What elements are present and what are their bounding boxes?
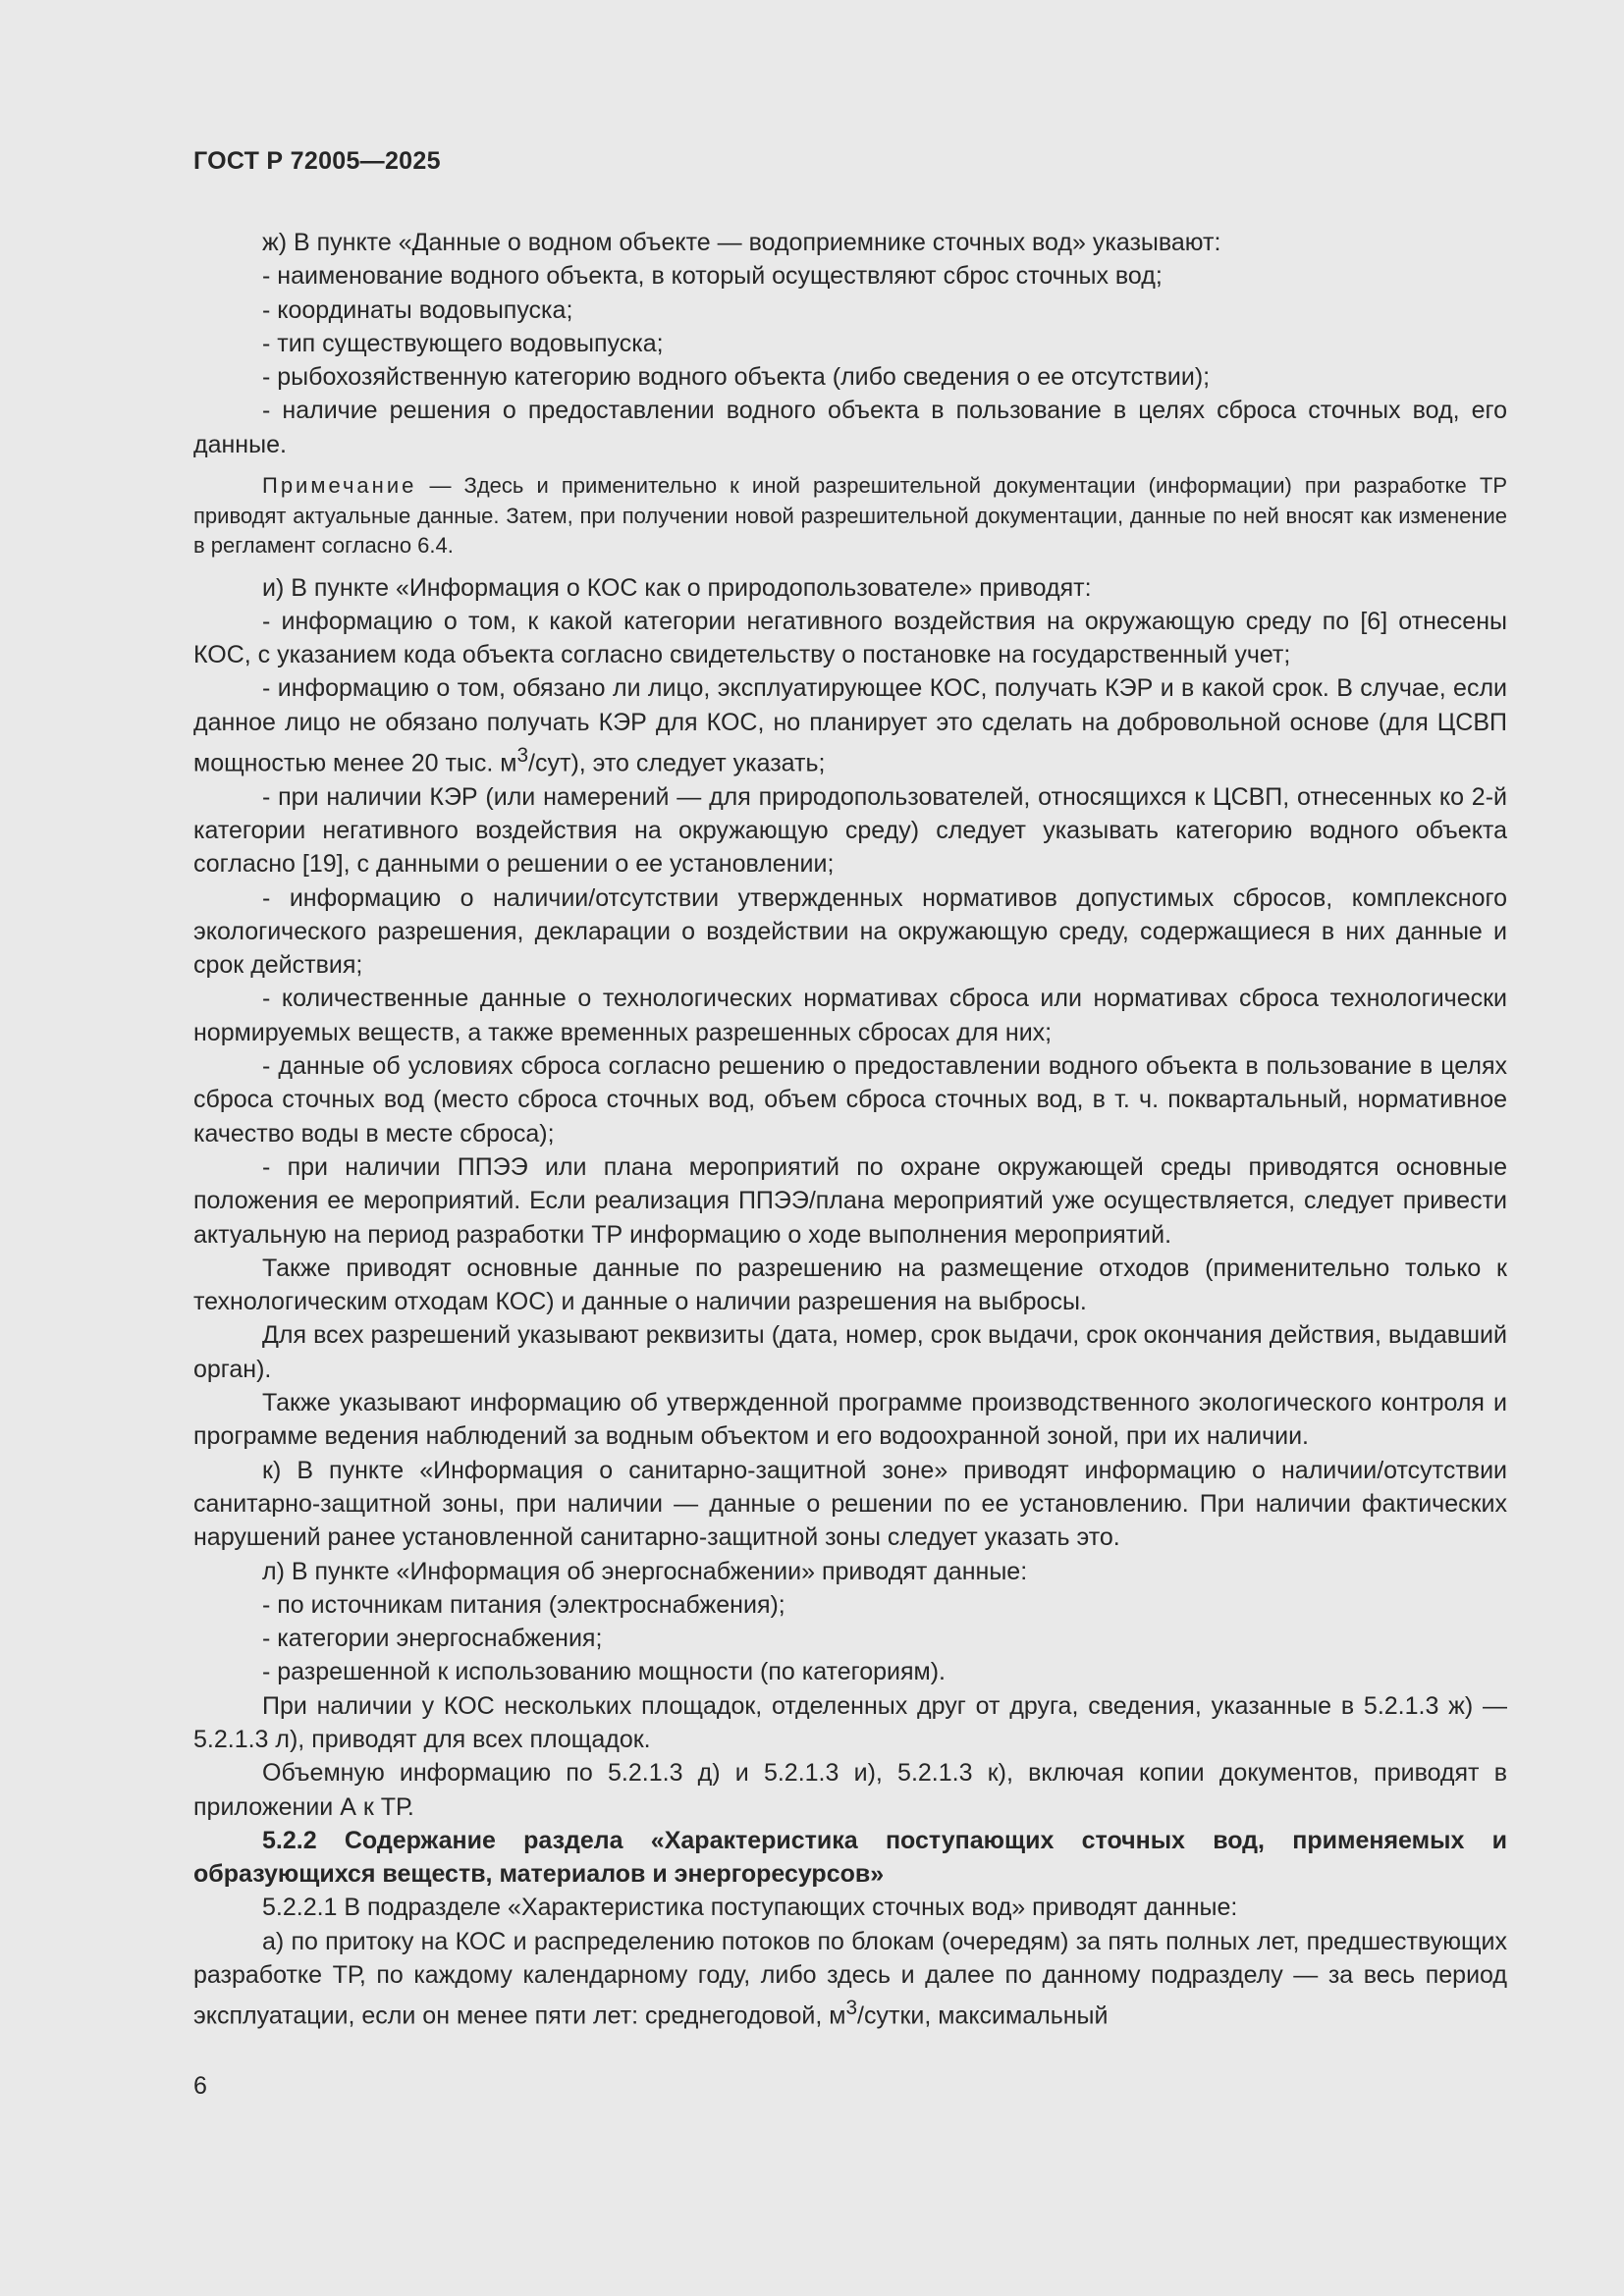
paragraph: к) В пункте «Информация о санитарно-защитной зоне» приводят информацию о наличии/отсутствии санитарно-защитной зоны, при наличии — данные о решении по ее установлению. При наличии фактических нарушений ранее установленной санитарно-защитной зоны следует указать это.: [193, 1456, 1507, 1552]
document-body: [193, 226, 1507, 2033]
note: [193, 471, 1507, 561]
list-item: - по источникам питания (электроснабжения);: [262, 1590, 785, 1619]
note-label: Примечание: [262, 473, 417, 499]
list-item: - при наличии КЭР (или намерений — для природопользователей, относящихся к ЦСВП, отнесенных ко 2-й категории негативного воздействия на окружающую среду) следует указывать категорию водного объекта согласно [19], с данными о решении о ее установлении;: [193, 782, 1507, 879]
paragraph: Также приводят основные данные по разрешению на размещение отходов (применительно только к технологическим отходам КОС) и данные о наличии разрешения на выбросы.: [193, 1254, 1507, 1316]
list-item: - количественные данные о технологических нормативах сброса или нормативах сброса технологически нормируемых веществ, а также временных разрешенных сбросах для них;: [193, 985, 1507, 1046]
paragraph: [193, 1925, 1507, 2033]
text-part: /сут), это следует указать;: [528, 749, 826, 777]
note-text: — Здесь и применительно к иной разрешительной документации (информации) при разработке ТР приводят актуальные данные. Затем, при получении новой разрешительной документации, данные по ней вносят как изменение в регламент согласно 6.4.: [193, 473, 1507, 559]
document-header: ГОСТ Р 72005—2025: [193, 147, 441, 175]
superscript: 3: [845, 1997, 858, 2020]
list-item: - данные об условиях сброса согласно решению о предоставлении водного объекта в пользование в целях сброса сточных вод (место сброса сточных вод, объем сброса сточных вод, в т. ч. поквартальный, нормативное качество воды в месте сброса);: [193, 1052, 1507, 1148]
list-item: - тип существующего водовыпуска;: [262, 329, 664, 357]
text-part: - информацию о том, обязано ли лицо, эксплуатирующее КОС, получать КЭР и в какой срок. В случае, если данное лицо не обязано получать КЭР для КОС, но планирует это сделать на добровольной основе (для ЦСВП мощностью менее 20 тыс. м: [193, 674, 1507, 777]
superscript: 3: [516, 744, 529, 768]
list-item: - категории энергоснабжения;: [262, 1625, 603, 1653]
text-part: /сутки, максимальный: [857, 2002, 1109, 2030]
list-item: [193, 671, 1507, 779]
list-item: - наименование водного объекта, в который осуществляют сброс сточных вод;: [262, 262, 1163, 291]
list-item: - информацию о наличии/отсутствии утвержденных нормативов допустимых сбросов, комплексного экологического разрешения, декларации о воздействии на окружающую среду, содержащиеся в них данные и срок действия;: [193, 883, 1507, 980]
list-item: - рыбохозяйственную категорию водного объекта (либо сведения о ее отсутствии);: [262, 363, 1211, 392]
paragraph: л) В пункте «Информация об энергоснабжении» приводят данные:: [262, 1557, 1028, 1585]
list-item: - координаты водовыпуска;: [262, 295, 573, 324]
section-heading: 5.2.2 Содержание раздела «Характеристика поступающих сточных вод, применяемых и образующихся веществ, материалов и энергоресурсов»: [193, 1826, 1507, 1889]
paragraph: Для всех разрешений указывают реквизиты (дата, номер, срок выдачи, срок окончания действия, выдавший орган).: [193, 1321, 1507, 1383]
paragraph: При наличии у КОС нескольких площадок, отделенных друг от друга, сведения, указанные в 5.2.1.3 ж) — 5.2.1.3 л), приводят для всех площадок.: [193, 1691, 1507, 1753]
paragraph: Также указывают информацию об утвержденной программе производственного экологического контроля и программе ведения наблюдений за водным объектом и его водоохранной зоной, при их наличии.: [193, 1389, 1507, 1451]
paragraph: Объемную информацию по 5.2.1.3 д) и 5.2.1.3 и), 5.2.1.3 к), включая копии документов, приводят в приложении А к ТР.: [193, 1759, 1507, 1821]
list-item: - информацию о том, к какой категории негативного воздействия на окружающую среду по [6] отнесены КОС, с указанием кода объекта согласно свидетельству о постановке на государственный учет;: [193, 607, 1507, 669]
paragraph: ж) В пункте «Данные о водном объекте — водоприемнике сточных вод» указывают:: [262, 229, 1221, 256]
list-item: - разрешенной к использованию мощности (по категориям).: [262, 1658, 946, 1686]
text-part: а) по притоку на КОС и распределению потоков по блокам (очередям) за пять полных лет, предшествующих разработке ТР, по каждому календарному году, либо здесь и далее по данному подразделу — за весь период эксплуатации, если он менее пяти лет: среднегодовой, м: [193, 1927, 1507, 2030]
page-number: 6: [193, 2072, 207, 2100]
paragraph: 5.2.2.1 В подразделе «Характеристика поступающих сточных вод» приводят данные:: [262, 1894, 1238, 1922]
list-item: - при наличии ППЭЭ или плана мероприятий по охране окружающей среды приводятся основные положения ее мероприятий. Если реализация ППЭЭ/плана мероприятий уже осуществляется, следует привести актуальную на период разработки ТР информацию о ходе выполнения мероприятий.: [193, 1152, 1507, 1249]
list-item: - наличие решения о предоставлении водного объекта в пользование в целях сброса сточных вод, его данные.: [193, 397, 1507, 458]
paragraph: и) В пункте «Информация о КОС как о природопользователе» приводят:: [262, 573, 1092, 602]
